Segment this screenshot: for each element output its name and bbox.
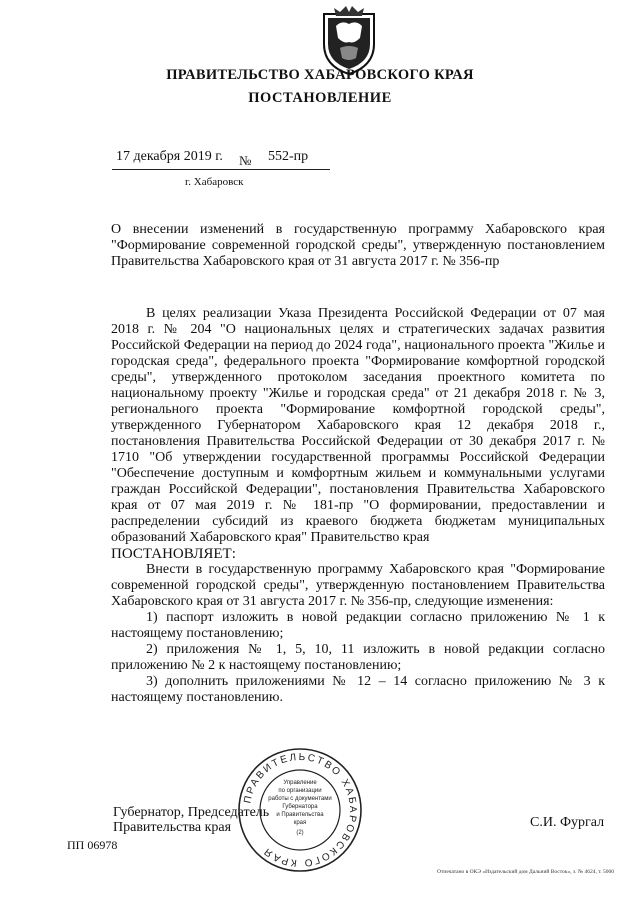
signatory-name: С.И. Фургал [530,815,605,830]
document-type: ПОСТАНОВЛЕНИЕ [248,90,392,106]
city: г. Хабаровск [185,176,244,188]
signatory-title-line2: Правительства края [113,820,232,835]
stamp-inner-line: края [293,820,307,826]
list-item: 2) приложения № 1, 5, 10, 11 изложить в новой редакции согласно приложению № 2 к настоящему постановлению; [111,642,605,673]
stamp-outer-text: ПРАВИТЕЛЬСТВО ХАБАРОВСКОГО КРАЯ [242,751,359,869]
decree-number: 552-пр [268,149,309,164]
khabarovsk-coat-of-arms-icon [318,4,380,76]
stamp-inner-line: работы с документами [268,796,332,802]
government-name: ПРАВИТЕЛЬСТВО ХАБАРОВСКОГО КРАЯ [166,67,474,83]
list-item: 1) паспорт изложить в новой редакции согласно приложению № 1 к настоящему постановлению; [111,610,605,641]
decree-date: 17 декабря 2019 г. [116,149,223,164]
stamp-inner-line: Управление [283,780,317,786]
decree-subject: О внесении изменений в государственную программу Хабаровского края "Формирование современной городской среды", утвержденную постановлением Правительства Хабаровского края от 31 августа 2017 г. № 356-пр [111,222,605,269]
stamp-inner-line: (2) [296,830,304,836]
list-item: 3) дополнить приложениями № 12 – 14 согласно приложению № 3 к настоящему постановлению. [111,674,605,705]
pp-code: ПП 06978 [67,838,118,852]
stamp-inner-line: и Правительства [276,812,324,818]
print-note: Отпечатано в ОКЭ «Издательский дом Дальний Восток», з. № 4624, т. 5000 [437,869,615,875]
resolves-heading: ПОСТАНОВЛЯЕТ: [111,546,236,562]
preamble-paragraph: В целях реализации Указа Президента Российской Федерации от 07 мая 2018 г. № 204 "О национальных целях и стратегических задачах развития Российской Федерации на период до 2024 года", национального проекта "Жилье и городская среда", федерального проекта "Формирование комфортной городской среды", утвержденного протоколом заседания проектного комитета по национальному проекту "Жилье и городская среда" от 21 декабря 2018 г. № 3, регионального проекта "Формирование комфортной городской среды", утвержденного Губернатором Хабаровского края 12 декабря 2018 г., постановления Правительства Российской Федерации от 30 декабря 2017 г. № 1710 "Об утверждении государственной программы Российской Федерации "Обеспечение доступным и комфортным жильем и коммунальными услугами граждан Российской Федерации", постановления Правительства Хабаровского края от 07 мая 2019 г. № 181-пр "О формировании, предоставлении и распределении субсидий из краевого бюджета бюджетам муниципальных образований Хабаровского края" Правительство края [111,306,605,545]
decree-body [111,306,605,706]
number-label: № [239,153,252,168]
intro-paragraph: Внести в государственную программу Хабаровского края "Формирование современной городской среды", утвержденную постановлением Правительства Хабаровского края от 31 августа 2017 г. № 356-пр, следующие изменения: [111,562,605,609]
stamp-inner-line: Губернатора [282,804,318,810]
stamp-inner-line: по организации [278,788,322,794]
signatory-title-line1: Губернатор, Председатель [113,805,270,820]
official-stamp [236,746,364,874]
date-number-line [112,149,330,170]
